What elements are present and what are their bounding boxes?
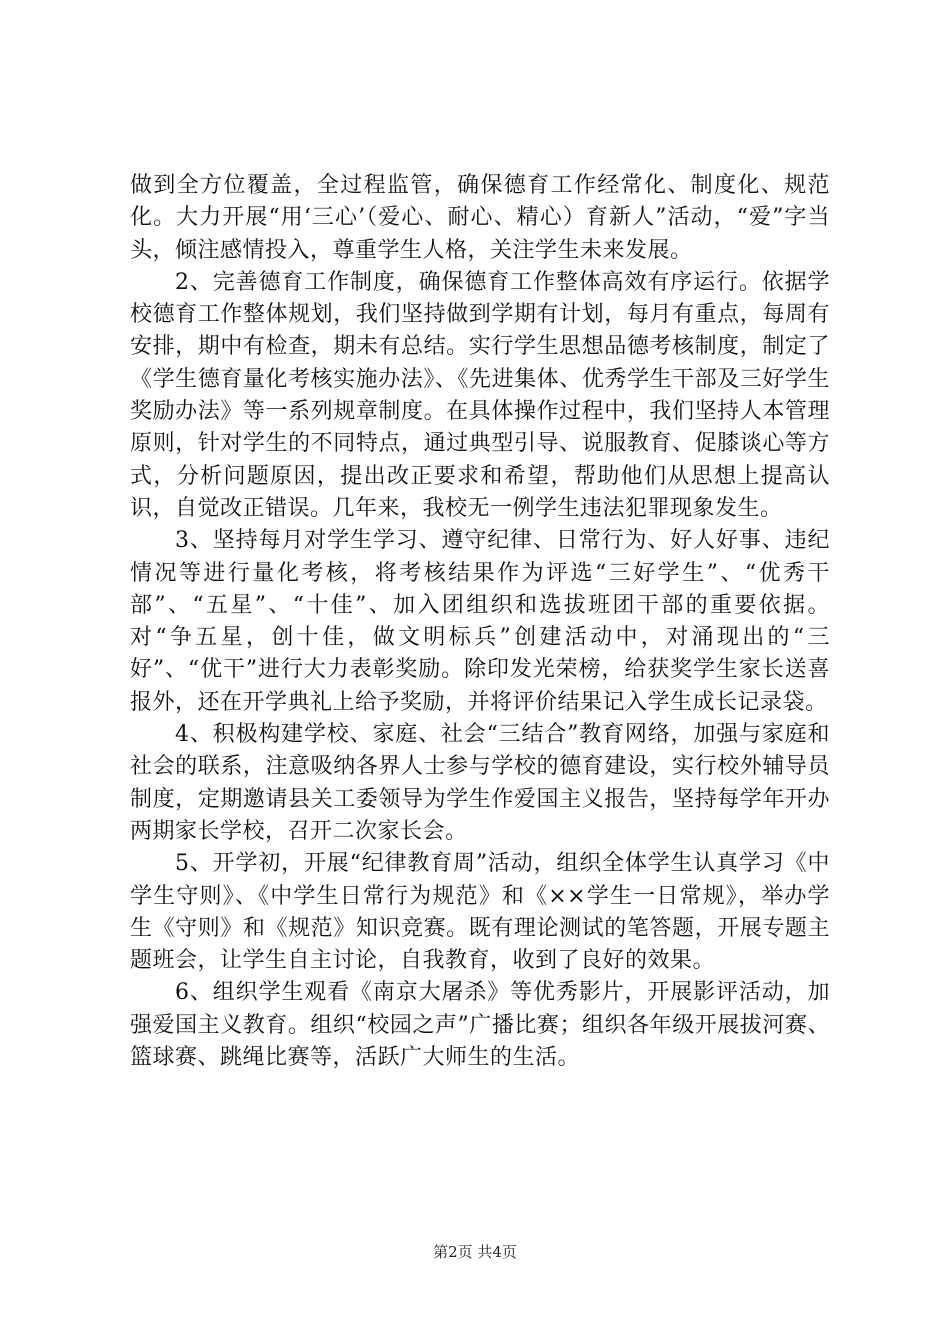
document-body	[130, 170, 830, 1074]
page-footer: 第2页 共4页	[433, 1243, 517, 1261]
paragraph-item-2: 2、完善德育工作制度，确保德育工作整体高效有序运行。依据学校德育工作整体规划，我们坚持做到学期有计划，每月有重点，每周有安排，期中有检查，期未有总结。实行学生思想品德考核制度，制定了《学生德育量化考核实施办法》、《先进集体、优秀学生干部及三好学生奖励办法》等一系列规章制度。在具体操作过程中，我们坚持人本管理原则，针对学生的不同特点，通过典型引导、说服教育、促膝谈心等方式，分析问题原因，提出改正要求和希望，帮助他们从思想上提高认识，自觉改正错误。几年来，我校无一例学生违法犯罪现象发生。	[130, 269, 830, 521]
paragraph-item-5: 5、开学初，开展“纪律教育周”活动，组织全体学生认真学习《中学生守则》、《中学生日常行为规范》和《××学生一日常规》，举办学生《守则》和《规范》知识竞赛。既有理论测试的笔答题，开展专题主题班会，让学生自主讨论，自我教育，收到了良好的效果。	[130, 851, 830, 974]
paragraph-item-6: 6、组织学生观看《南京大屠杀》等优秀影片，开展影评活动，加强爱国主义教育。组织“校园之声”广播比赛；组织各年级开展拔河赛、篮球赛、跳绳比赛等，活跃广大师生的生活。	[130, 980, 830, 1071]
paragraph-continuation: 做到全方位覆盖，全过程监管，确保德育工作经常化、制度化、规范化。大力开展“用‘三心’（爱心、耐心、精心）育新人”活动，“爱”字当头，倾注感情投入，尊重学生人格，关注学生未来发展。	[130, 173, 830, 263]
paragraph-item-3: 3、坚持每月对学生学习、遵守纪律、日常行为、好人好事、违纪情况等进行量化考核，将考核结果作为评选“三好学生”、“优秀干部”、“五星”、“十佳”、加入团组织和选拔班团干部的重要依据。对“争五星，创十佳，做文明标兵”创建活动中，对涌现出的“三好”、“优干”进行大力表彰奖励。除印发光荣榜，给获奖学生家长送喜报外，还在开学典礼上给予奖励，并将评价结果记入学生成长记录袋。	[130, 528, 830, 715]
paragraph-item-4: 4、积极构建学校、家庭、社会“三结合”教育网络，加强与家庭和社会的联系，注意吸纳各界人士参与学校的德育建设，实行校外辅导员制度，定期邀请县关工委领导为学生作爱国主义报告，坚持每学年开办两期家长学校，召开二次家长会。	[130, 722, 830, 844]
